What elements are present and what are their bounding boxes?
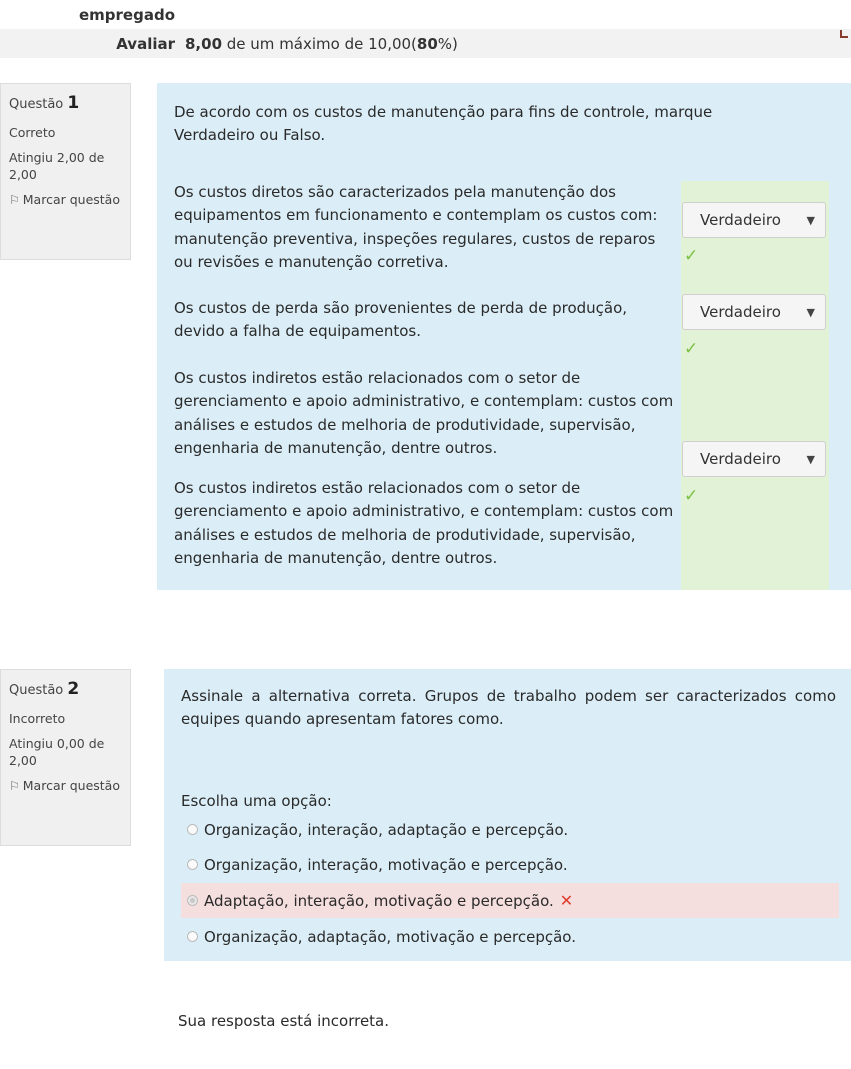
- check-icon: ✓: [684, 246, 699, 266]
- question-label: Questão: [9, 97, 64, 112]
- option-3-selected[interactable]: [181, 883, 839, 918]
- summary-table: [0, 0, 851, 58]
- question-2-state: Incorreto: [9, 710, 66, 726]
- check-icon: ✓: [684, 486, 699, 506]
- answer-feedback: Sua resposta está incorreta.: [178, 1012, 390, 1030]
- question-number: 2: [67, 679, 80, 699]
- question-2-content: [164, 669, 851, 961]
- answer-select-3[interactable]: [682, 441, 826, 477]
- summary-value-grade: [183, 35, 458, 53]
- answer-select-3-value: Verdadeiro: [700, 450, 781, 468]
- answer-select-1[interactable]: [682, 202, 826, 238]
- question-1-grade: Atingiu 2,00 de 2,00: [9, 149, 105, 182]
- question-2-number: [9, 678, 122, 701]
- option-2[interactable]: [181, 847, 839, 882]
- summary-row-grade: [0, 29, 851, 58]
- answer-select-2-value: Verdadeiro: [700, 303, 781, 321]
- choose-option-prompt: Escolha uma opção:: [181, 792, 332, 810]
- summary-label-grade: Avaliar: [116, 34, 175, 53]
- grade-score: 8,00: [185, 34, 223, 53]
- grade-percent: 80: [416, 34, 438, 53]
- flag-question-2-link[interactable]: [9, 778, 122, 795]
- resize-corner-icon: [840, 30, 848, 38]
- question-1-state: Correto: [9, 124, 56, 140]
- option-label: Adaptação, interação, motivação e percepção.: [204, 891, 554, 910]
- summary-label-employee: empregado: [78, 5, 175, 24]
- flag-question-1-link[interactable]: [9, 192, 122, 209]
- statement-1: Os custos diretos são caracterizados pela manutenção dos equipamentos em funcionamento e contemplam os custos com: manutenção preventiva, inspeções regulares, custos de reparos ou revisões e manutenção corretiva.: [174, 183, 658, 271]
- statement-3: Os custos indiretos estão relacionados com o setor de gerenciamento e apoio administrativo, e contemplam: custos com análises e estudos de melhoria de produtividade, supervisão, engenharia de manutenção, dentre outros.: [174, 369, 674, 457]
- question-2-grade: Atingiu 0,00 de 2,00: [9, 735, 105, 768]
- grade-end: %): [437, 34, 458, 53]
- answer-select-1-value: Verdadeiro: [700, 211, 781, 229]
- option-label: Organização, adaptação, motivação e percepção.: [204, 927, 576, 946]
- flag-label: Marcar questão: [22, 777, 120, 793]
- grade-mid: de um máximo de 10,00(: [222, 34, 417, 53]
- radio-button[interactable]: [187, 859, 198, 870]
- answer-select-2[interactable]: [682, 294, 826, 330]
- option-label: Organização, interação, motivação e percepção.: [204, 855, 568, 874]
- summary-row-employee: [0, 0, 851, 29]
- check-icon: ✓: [684, 339, 699, 359]
- question-1-number: [9, 92, 122, 115]
- flag-icon: ⚐: [9, 192, 20, 207]
- option-1[interactable]: [181, 812, 839, 847]
- question-number: 1: [67, 93, 80, 113]
- flag-icon: ⚐: [9, 778, 20, 793]
- option-4[interactable]: [181, 919, 839, 954]
- radio-button-checked[interactable]: [187, 895, 198, 906]
- chevron-down-icon: ▼: [806, 305, 815, 319]
- chevron-down-icon: ▼: [806, 452, 815, 466]
- cross-icon: ✕: [559, 891, 574, 910]
- option-label: Organização, interação, adaptação e percepção.: [204, 820, 569, 839]
- question-1-info: [0, 83, 131, 260]
- statement-4: Os custos indiretos estão relacionados com o setor de gerenciamento e apoio administrativo, e contemplam: custos com análises e estudos de melhoria de produtividade, supervisão, engenharia de manutenção, dentre outros.: [174, 479, 674, 567]
- question-2-info: [0, 669, 131, 846]
- answer-column: [681, 181, 829, 590]
- question-2-text: Assinale a alternativa correta. Grupos de trabalho podem ser caracterizados como equipes quando apresentam fatores como.: [181, 687, 836, 729]
- flag-label: Marcar questão: [22, 191, 120, 207]
- question-label: Questão: [9, 683, 64, 698]
- question-1-content: [157, 83, 851, 590]
- question-1-text: De acordo com os custos de manutenção para fins de controle, marque Verdadeiro ou Falso.: [174, 103, 713, 145]
- statement-2: Os custos de perda são provenientes de perda de produção, devido a falha de equipamentos.: [174, 299, 628, 341]
- radio-button[interactable]: [187, 824, 198, 835]
- chevron-down-icon: ▼: [806, 213, 815, 227]
- radio-button[interactable]: [187, 931, 198, 942]
